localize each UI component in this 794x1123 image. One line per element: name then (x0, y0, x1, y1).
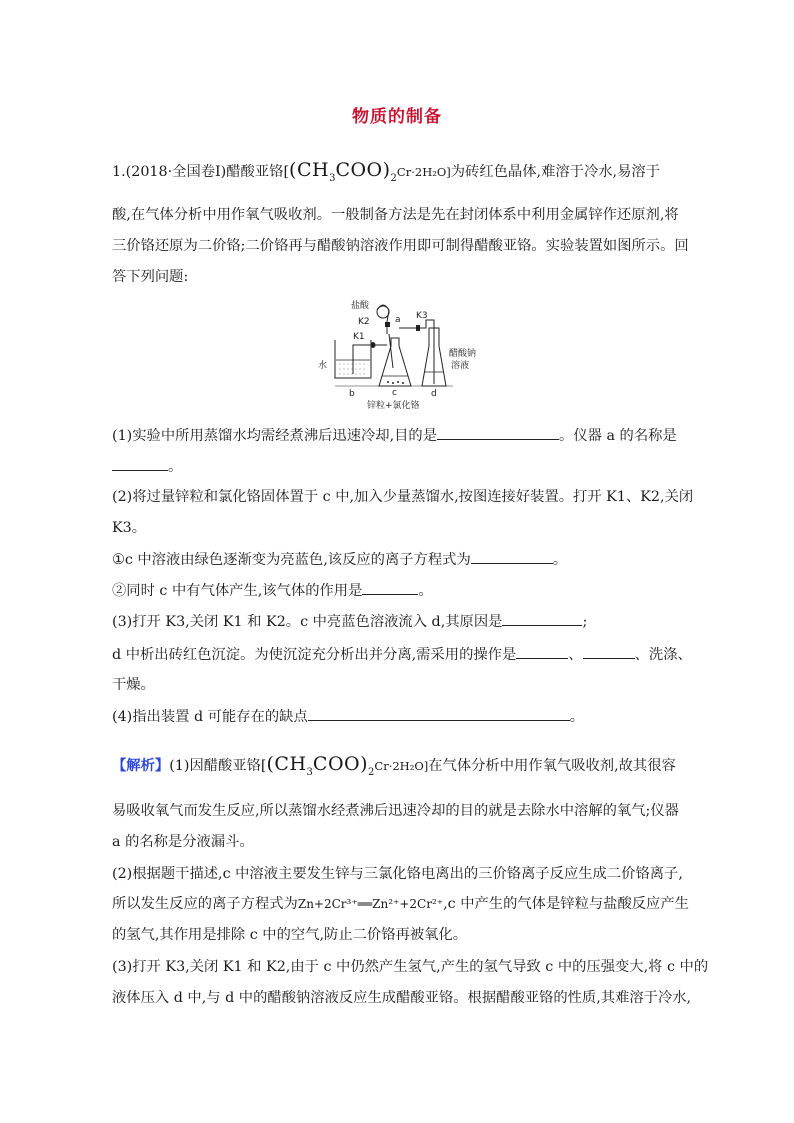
analysis-line-6: 的氢气,其作用是排除 c 中的空气,防止二价铬再被氧化。 (112, 927, 468, 943)
subquestion-text: 。 (552, 552, 568, 568)
formula-sub: 2 (368, 767, 375, 778)
diagram-label-k1: K1 (353, 332, 365, 342)
diagram-label-d: d (431, 389, 437, 399)
subquestion-text: ①c 中溶液由绿色逐渐变为亮蓝色,该反应的离子方程式为 (112, 552, 471, 568)
subquestion-text: 。 (418, 583, 433, 599)
diagram-label-naac: 醋酸钠 (449, 349, 477, 359)
analysis-line-8: 液体压入 d 中,与 d 中的醋酸钠溶液反应生成醋酸亚铬。根据醋酸亚铬的性质,其难溶于冷水, (112, 990, 692, 1006)
subquestion-3-cont (112, 644, 692, 665)
subquestion-2-2 (112, 580, 686, 601)
analysis-text: 所以发生反应的离子方程式为 (112, 896, 298, 912)
analysis-line-7: (3)打开 K3,关闭 K1 和 K2,由于 c 中仍然产生氢气,产生的氢气导致 c 中的压强变大,将 c 中的 (112, 959, 709, 975)
subquestion-4 (112, 706, 686, 727)
answer-blank[interactable] (437, 425, 559, 440)
page-title: 物质的制备 (352, 107, 442, 127)
subquestion-text: 、 (568, 647, 583, 663)
diagram-label-b: b (349, 389, 355, 399)
subquestion-1 (112, 425, 686, 446)
diagram-label-k2: K2 (358, 317, 370, 327)
diagram-label-k3: K3 (416, 311, 428, 321)
question-text: 为砖红色晶体,难溶于冷水,易溶于 (450, 164, 660, 180)
answer-blank[interactable] (502, 611, 582, 626)
formula-part: (CH (289, 159, 330, 181)
formula-part: Cr·2H₂O] (396, 165, 451, 179)
subquestion-text: (4)指出装置 d 可能存在的缺点 (112, 709, 308, 725)
subquestion-text: d 中析出砖红色沉淀。为使沉淀充分析出并分离,需采用的操作是 (112, 647, 517, 663)
analysis-text: (1)因醋酸亚铬[ (169, 758, 267, 774)
subquestion-text: 。仪器 a 的名称是 (559, 428, 677, 444)
diagram-label-solution: 溶液 (451, 361, 470, 371)
analysis-line-1 (112, 754, 686, 783)
question-number: 1.(2018·全国卷Ⅰ)醋酸亚铬[ (112, 164, 290, 180)
question-line-1 (112, 160, 686, 189)
subquestion-2-1 (112, 549, 686, 570)
diagram-label-a: a (395, 315, 401, 325)
formula-sub: 3 (306, 767, 313, 778)
formula-part: COO) (312, 753, 369, 775)
analysis-text: 在气体分析中用作氧气吸收剂,故其很容 (428, 758, 676, 774)
formula-part: Cr·2H₂O] (374, 759, 429, 773)
answer-blank[interactable] (308, 706, 570, 721)
diagram-label-hcl: 盐酸 (351, 301, 370, 311)
subquestion-text: (1)实验中所用蒸馏水均需经煮沸后迅速冷却,目的是 (112, 428, 438, 444)
ionic-equation: Zn+2Cr³⁺══Zn²⁺+2Cr²⁺ (297, 897, 444, 911)
answer-blank[interactable] (112, 456, 168, 471)
subquestion-3-cont2: 干燥。 (112, 677, 155, 693)
subquestion-1-cont (112, 456, 686, 477)
diagram-label-bottom: 锌粒+氯化铬 (367, 401, 420, 411)
question-line-4: 答下列问题: (112, 269, 189, 285)
diagram-label-c: c (392, 388, 397, 398)
analysis-line-3: a 的名称是分液漏斗。 (112, 834, 254, 850)
analysis-line-5 (112, 894, 689, 914)
subquestion-text: 。 (569, 709, 585, 725)
subquestion-text: 。 (168, 459, 183, 475)
answer-blank[interactable] (362, 580, 418, 595)
apparatus-diagram (313, 298, 503, 413)
subquestion-text: ②同时 c 中有气体产生,该气体的作用是 (112, 583, 363, 599)
analysis-text: ,c 中产生的气体是锌粒与盐酸反应产生 (443, 896, 689, 912)
formula-sub: 3 (329, 173, 336, 184)
answer-blank[interactable] (471, 549, 553, 564)
subquestion-3 (112, 611, 686, 632)
subquestion-text: (3)打开 K3,关闭 K1 和 K2。c 中亮蓝色溶液流入 d,其原因是 (112, 614, 503, 630)
question-line-2: 酸,在气体分析中用作氧气吸收剂。一般制备方法是先在封闭体系中利用金属锌作还原剂,将 (112, 207, 679, 223)
analysis-line-2: 易吸收氧气而发生反应,所以蒸馏水经煮沸后迅速冷却的目的就是去除水中溶解的氧气;仪器 (112, 803, 679, 819)
question-line-3: 三价铬还原为二价铬;二价铬再与醋酸钠溶液作用即可制得醋酸亚铬。实验装置如图所示。回 (112, 238, 689, 254)
subquestion-text: 、洗涤、 (634, 647, 692, 663)
formula-part: (CH (266, 753, 307, 775)
answer-blank[interactable] (583, 644, 635, 659)
analysis-line-4: (2)根据题干描述,c 中溶液主要发生锌与三氯化铬电离出的三价铬离子反应生成二价铬离子, (112, 866, 683, 882)
formula-sub: 2 (390, 173, 397, 184)
subquestion-2-cont: K3。 (112, 520, 147, 536)
subquestion-text: ; (582, 614, 588, 630)
diagram-label-water: 水 (318, 361, 328, 371)
subquestion-2: (2)将过量锌粒和氯化铬固体置于 c 中,加入少量蒸馏水,按图连接好装置。打开 K1、K2,关闭 (112, 489, 694, 505)
answer-blank[interactable] (516, 644, 568, 659)
analysis-tag: 【解析】 (112, 758, 170, 774)
formula-part: COO) (335, 159, 391, 181)
